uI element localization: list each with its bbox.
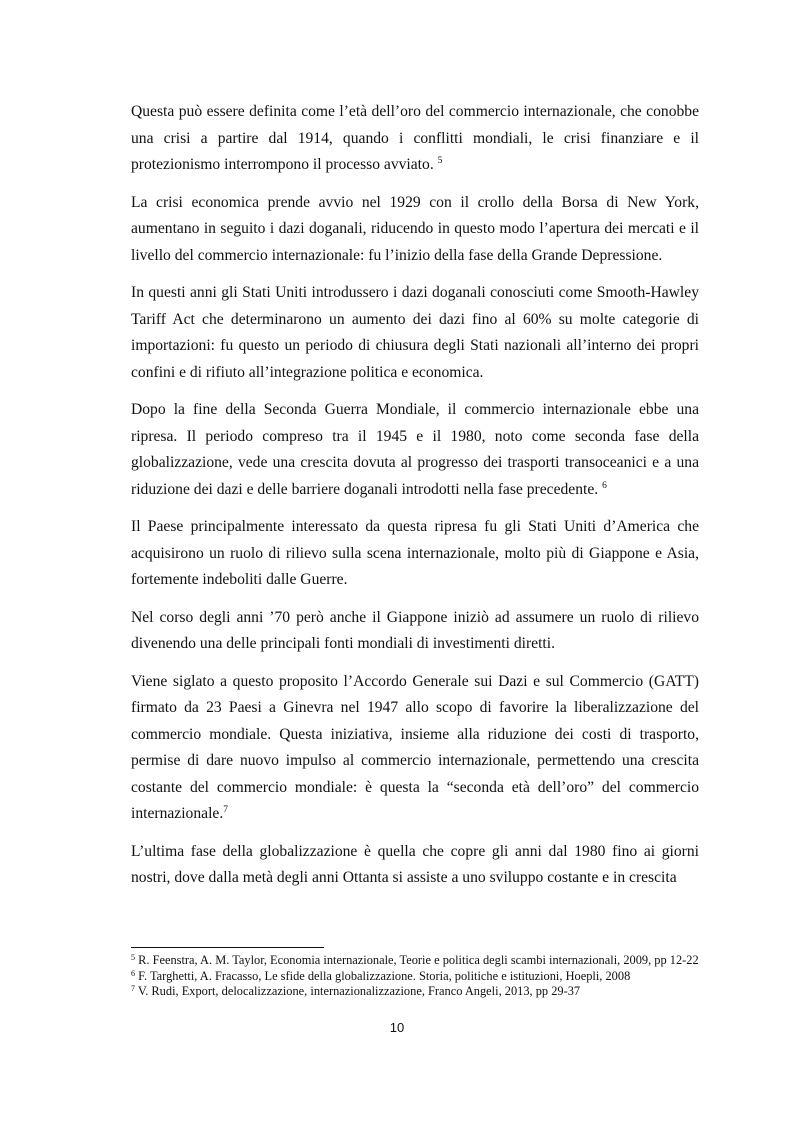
footnote-6: $^6$ F. Targhetti, A. Fracasso, Le sfide della globalizzazione. Storia, politiche e istituzioni, Hoepli, 2008 [131, 968, 631, 983]
paragraph-6: Nel corso degli anni ’70 però anche il Giappone iniziò ad assumere un ruolo di rilievo divenendo una delle principali fonti mondiali di investimenti diretti. [131, 608, 699, 652]
body-text [131, 99, 699, 903]
paragraph-2: La crisi economica prende avvio nel 1929 con il crollo della Borsa di New York, aumentano in seguito i dazi doganali, riducendo in questo modo l’apertura dei mercati e il livello del commercio internazionale: fu l’inizio della fase della Grande Depressione. [131, 193, 699, 264]
footnote-separator [131, 947, 324, 948]
paragraph-7: Viene siglato a questo proposito l’Accordo Generale sui Dazi e sul Commercio (GATT) firmato da 23 Paesi a Ginevra nel 1947 allo scopo di favorire la liberalizzazione del commercio mondiale. Questa iniziativa, insieme alla riduzione dei costi di trasporto, permise di dare nuovo impulso al commercio internazionale, permettendo una crescita costante del commercio mondiale: è questa la “seconda età dell’oro” del commercio internazionale.$^7$ [131, 672, 699, 822]
footnote-ref-6[interactable]: 6 [602, 480, 607, 491]
paragraph-8: L’ultima fase della globalizzazione è quella che copre gli anni dal 1980 fino ai giorni nostri, dove dalla metà degli anni Ottanta si assiste a uno sviluppo costante e in crescita [131, 842, 699, 886]
footnotes [131, 953, 699, 1000]
paragraph-5: Il Paese principalmente interessato da questa ripresa fu gli Stati Uniti d’America che acquisirono un ruolo di rilievo sulla scena internazionale, molto più di Giappone e Asia, fortemente indeboliti dalle Guerre. [131, 518, 699, 588]
paragraph-4: Dopo la fine della Seconda Guerra Mondiale, il commercio internazionale ebbe una ripresa. Il periodo compreso tra il 1945 e il 1980, noto come seconda fase della globalizzazione, vede una crescita dovuta al progresso dei trasporti transoceanici e a una riduzione dei dazi e delle barriere doganali introdotti nella fase precedente. $^6$ [131, 401, 699, 498]
page-number: 10 [389, 1020, 405, 1035]
footnote-ref-5[interactable]: 5 [437, 156, 443, 166]
footnote-ref-7[interactable]: 7 [223, 805, 228, 815]
footnote-5: $^5$ R. Feenstra, A. M. Taylor, Economia internazionale, Teorie e politica degli scambi internazionali, 2009, pp 12-22 [131, 953, 699, 967]
paragraph-1: Questa può essere definita come l’età dell’oro del commercio internazionale, che conobbe una crisi a partire dal 1914, quando i conflitti mondiali, le crisi finanziare e il protezionismo interrompono il processo avviato. $^5$ [131, 103, 699, 173]
footnote-7: $^7$ V. Rudi, Export, delocalizzazione, internazionalizzazione, Franco Angeli, 2013, pp 29-37 [131, 984, 581, 998]
paragraph-3: In questi anni gli Stati Uniti introdussero i dazi doganali conosciuti come Smooth-Hawley Tariff Act che determinarono un aumento dei dazi fino al 60% su molte categorie di importazioni: fu questo un periodo di chiusura degli Stati nazionali all’interno dei propri confini e di rifiuto all’integrazione politica e economica. [131, 284, 699, 381]
